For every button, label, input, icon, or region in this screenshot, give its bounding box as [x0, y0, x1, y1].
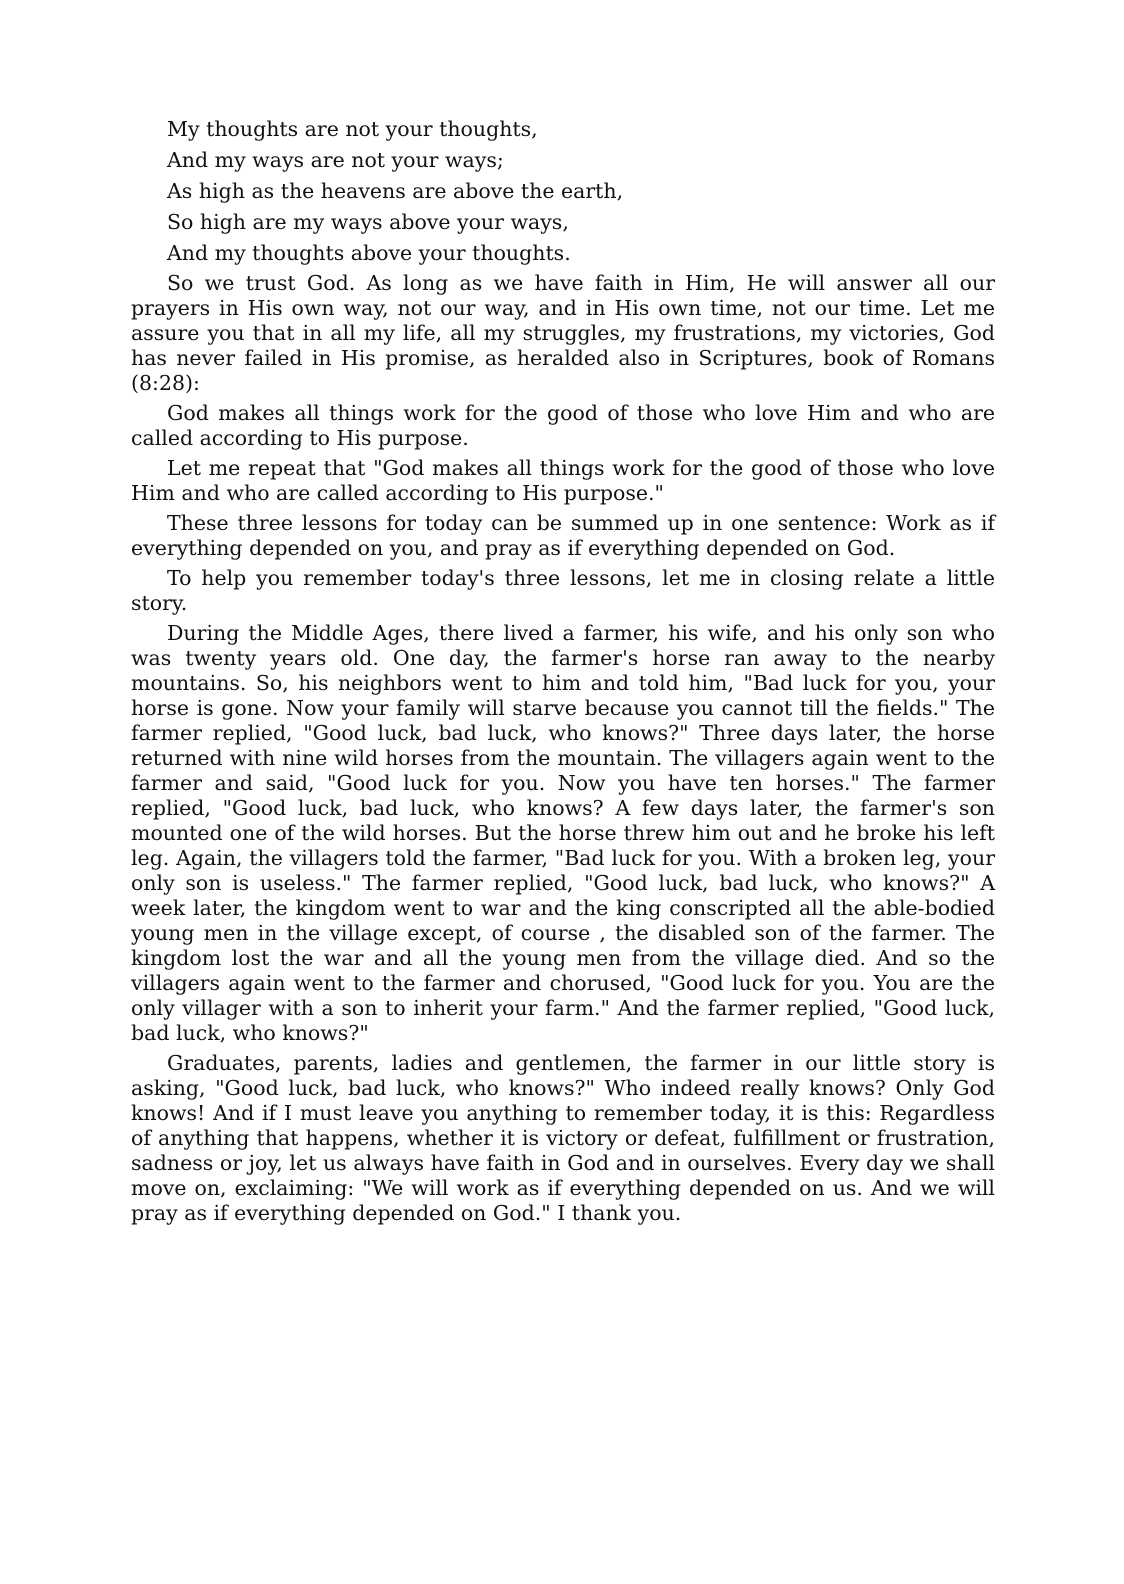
paragraph-three-lessons: These three lessons for today can be summed up in one sentence: Work as if everything depended on you, and pray as if everything depended on God. [131, 511, 995, 560]
verse-line: My thoughts are not your thoughts, [167, 117, 538, 141]
paragraph-repeat-quote: Let me repeat that "God makes all things work for the good of those who love Him and who are called according to His purpose." [131, 456, 995, 505]
verse-line: And my thoughts above your thoughts. [167, 241, 571, 265]
paragraph-farmer-story: During the Middle Ages, there lived a farmer, his wife, and his only son who was twenty years old. One day, the farmer's horse ran away to the nearby mountains. So, his neighbors went to him and told him, "Bad luck for you, your horse is gone. Now your family will starve because you cannot till the fields." The farmer replied, "Good luck, bad luck, who knows?" Three days later, the horse returned with nine wild horses from the mountain. The villagers again went to the farmer and said, "Good luck for you. Now you have ten horses." The farmer replied, "Good luck, bad luck, who knows? A few days later, the farmer's son mounted one of the wild horses. But the horse threw him out and he broke his left leg. Again, the villagers told the farmer, "Bad luck for you. With a broken leg, your only son is useless." The farmer replied, "Good luck, bad luck, who knows?" A week later, the kingdom went to war and the king conscripted all the able-bodied young men in the village except, of course , the disabled son of the farmer. The kingdom lost the war and all the young men from the village died. And so the villagers again went to the farmer and chorused, "Good luck for you. You are the only villager with a son to inherit your farm." And the farmer replied, "Good luck, bad luck, who knows?" [131, 621, 995, 1045]
verse-line: And my ways are not your ways; [167, 148, 504, 172]
paragraph-romans-quote: God makes all things work for the good of those who love Him and who are called according to His purpose. [131, 401, 995, 450]
verse-line: As high as the heavens are above the earth, [167, 179, 624, 203]
document-page [131, 116, 995, 1231]
paragraph-closing: Graduates, parents, ladies and gentlemen, the farmer in our little story is asking, "Good luck, bad luck, who knows?" Who indeed really knows? Only God knows! And if I must leave you anything to remember today, it is this: Regardless of anything that happens, whether it is victory or defeat, fulfillment or frustration, sadness or joy, let us always have faith in God and in ourselves. Every day we shall move on, exclaiming: "We will work as if everything depended on us. And we will pray as if everything depended on God." I thank you. [131, 1051, 995, 1225]
paragraph-trust-god: So we trust God. As long as we have faith in Him, He will answer all our prayers in His own way, not our way, and in His own time, not our time. Let me assure you that in all my life, all my struggles, my frustrations, my victories, God has never failed in His promise, as heralded also in Scriptures, book of Romans (8:28): [131, 271, 995, 395]
verse-block [131, 116, 995, 266]
paragraph-story-intro: To help you remember today's three lessons, let me in closing relate a little story. [131, 566, 995, 615]
verse-line: So high are my ways above your ways, [167, 210, 569, 234]
